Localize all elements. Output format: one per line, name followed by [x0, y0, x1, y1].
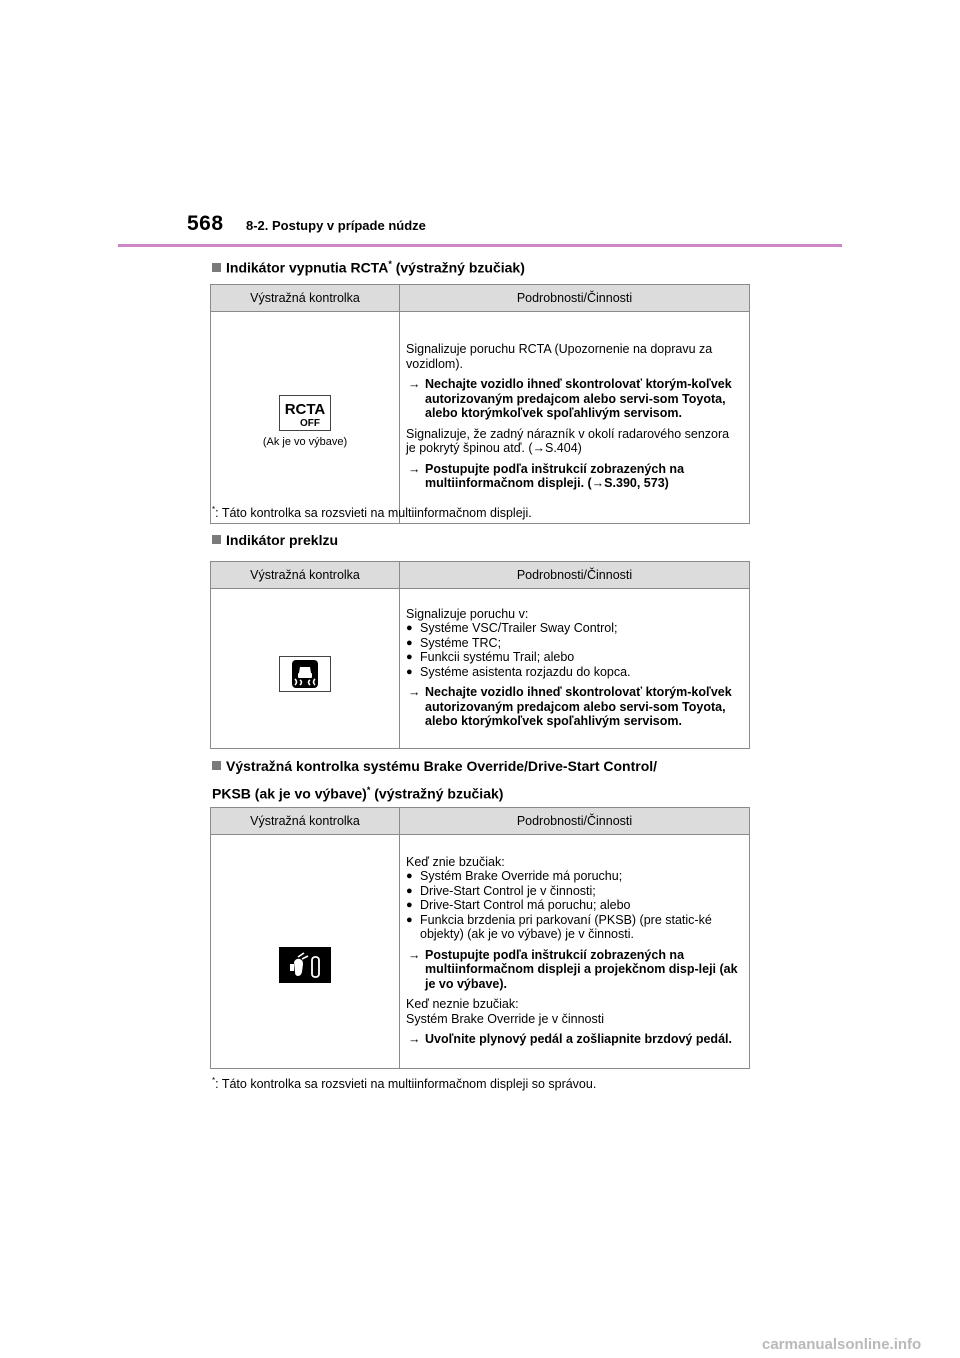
- svg-text:RCTA: RCTA: [284, 401, 326, 418]
- footnote-brake-override: *: Táto kontrolka sa rozsvieti na multiinformačnom displeji so správou.: [212, 1076, 597, 1092]
- slip-table: [210, 561, 750, 749]
- col-header-details: Podrobnosti/Činnosti: [400, 285, 750, 312]
- square-bullet-icon: [212, 535, 221, 544]
- square-bullet-icon: [212, 263, 221, 272]
- col-header-warning-light: Výstražná kontrolka: [211, 808, 400, 835]
- slip-icon-cell: [211, 589, 400, 749]
- slip-indicator-icon: [279, 656, 331, 692]
- rcta-table: [210, 284, 750, 524]
- brake-override-icon: [279, 947, 331, 983]
- rcta-details: Signalizuje poruchu RCTA (Upozornenie na dopravu za vozidlom). → Nechajte vozidlo ihneď skontrolovať ktorým-koľvek autorizovaným predajcom alebo servi-som Toyota, alebo ktorýmkoľvek spoľahlivým servisom. Signalizuje, že zadný nárazník v okolí radarového senzora je pokrytý špinou atď. (→S.404) → Postupujte podľa inštrukcií zobrazených na multiinformačnom displeji. (→S.390, 573): [400, 312, 750, 524]
- header-divider: [118, 244, 842, 247]
- col-header-warning-light: Výstražná kontrolka: [211, 285, 400, 312]
- action-text: → Postupujte podľa inštrukcií zobrazených na multiinformačnom displeji. (→S.390, 573): [406, 462, 741, 491]
- icon-caption: (Ak je vo výbave): [262, 436, 348, 448]
- col-header-details: Podrobnosti/Činnosti: [400, 808, 750, 835]
- watermark: carmanualsonline.info: [762, 1336, 922, 1353]
- list-item: ● Systéme asistenta rozjazdu do kopca.: [406, 665, 741, 680]
- list-item: ● Funkcia brzdenia pri parkovaní (PKSB) (pre static-ké objekty) (ak je vo výbave) je v činnosti.: [406, 913, 741, 942]
- brake-override-details: Keď znie bzučiak: ● Systém Brake Override má poruchu; ● Drive-Start Control je v činnosti; ● Drive-Start Control má poruchu; alebo ● Funkcia brzdenia pri parkovaní (PKSB) (pre static-ké objekty) (ak je vo výbave) je v činnosti. → Postupujte podľa inštrukcií zobrazených na multiinformačnom displeji a projekčnom disp-leji (ak je vo výbave). Keď neznie bzučiak: Systém Brake Override je v činnosti → Uvoľnite plynový pedál a zošliapnite brzdový pedál.: [400, 835, 750, 1069]
- action-text: → Uvoľnite plynový pedál a zošliapnite brzdový pedál.: [406, 1032, 741, 1047]
- col-header-warning-light: Výstražná kontrolka: [211, 562, 400, 589]
- action-text: → Nechajte vozidlo ihneď skontrolovať ktorým-koľvek autorizovaným predajcom alebo servi-som Toyota, alebo ktorýmkoľvek spoľahlivým servisom.: [406, 377, 741, 421]
- chapter-title: 8-2. Postupy v prípade núdze: [246, 218, 426, 233]
- rcta-off-icon: [279, 395, 331, 431]
- section-heading-rcta: Indikátor vypnutia RCTA* (výstražný bzučiak): [212, 252, 525, 280]
- page-number: 568: [187, 212, 224, 235]
- brake-override-icon-cell: [211, 835, 400, 1069]
- action-text: → Postupujte podľa inštrukcií zobrazených na multiinformačnom displeji a projekčnom disp-leji (ak je vo výbave).: [406, 948, 741, 992]
- footnote-rcta: *: Táto kontrolka sa rozsvieti na multiinformačnom displeji.: [212, 505, 532, 521]
- brake-override-table: [210, 807, 750, 1069]
- list-item: ● Drive-Start Control je v činnosti;: [406, 884, 741, 899]
- section-heading-brake-override: Výstražná kontrolka systému Brake Override/Drive-Start Control/ PKSB (ak je vo výbave)* (výstražný bzučiak): [212, 758, 658, 802]
- list-item: ● Funkcii systému Trail; alebo: [406, 650, 741, 665]
- list-item: ● Systéme TRC;: [406, 636, 741, 651]
- list-item: ● Drive-Start Control má poruchu; alebo: [406, 898, 741, 913]
- slip-details: Signalizuje poruchu v: ● Systéme VSC/Trailer Sway Control; ● Systéme TRC; ● Funkcii systému Trail; alebo ● Systéme asistenta rozjazdu do kopca. → Nechajte vozidlo ihneď skontrolovať ktorým-koľvek autorizovaným predajcom alebo servi-som Toyota, alebo ktorýmkoľvek spoľahlivým servisom.: [400, 589, 750, 749]
- square-bullet-icon: [212, 761, 221, 770]
- rcta-icon-cell: [211, 312, 400, 524]
- list-item: ● Systém Brake Override má poruchu;: [406, 869, 741, 884]
- action-text: → Nechajte vozidlo ihneď skontrolovať ktorým-koľvek autorizovaným predajcom alebo servi-som Toyota, alebo ktorýmkoľvek spoľahlivým servisom.: [406, 685, 741, 729]
- section-heading-slip: Indikátor preklzu: [212, 528, 338, 552]
- svg-text:OFF: OFF: [300, 418, 320, 429]
- list-item: ● Systéme VSC/Trailer Sway Control;: [406, 621, 741, 636]
- col-header-details: Podrobnosti/Činnosti: [400, 562, 750, 589]
